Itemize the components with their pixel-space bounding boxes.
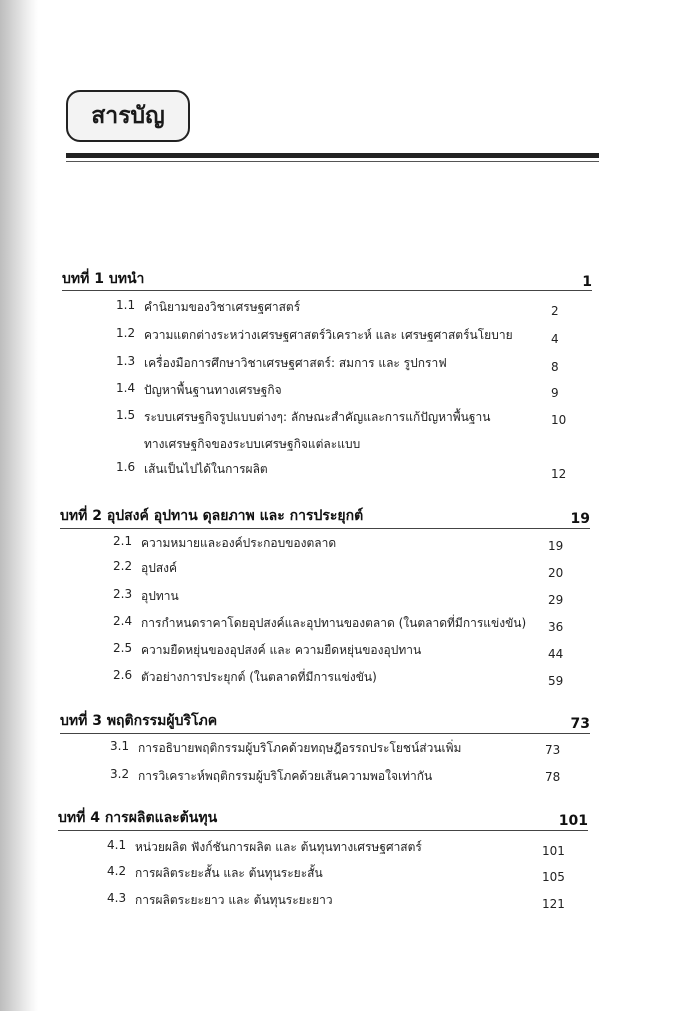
section-title: ความหมายและองค์ประกอบของตลาด [141, 536, 337, 550]
toc-title-box [66, 90, 190, 142]
title-rule-thin [66, 161, 599, 162]
section-page: 4 [551, 332, 559, 346]
section-number: 2.3 [113, 587, 133, 601]
title-rule [66, 153, 599, 158]
section-title: การผลิตระยะยาว และ ต้นทุนระยะยาว [135, 893, 333, 907]
section-number: 3.1 [110, 739, 130, 753]
toc-title: สารบัญ [91, 103, 165, 129]
section-number: 2.1 [113, 534, 133, 548]
section-page: 121 [542, 897, 565, 911]
section-title: การผลิตระยะสั้น และ ต้นทุนระยะสั้น [135, 866, 323, 880]
section-number: 1.5 [116, 408, 136, 422]
section-page: 29 [548, 593, 564, 607]
section-page: 20 [548, 566, 564, 580]
section-page: 36 [548, 620, 564, 634]
section-number: 1.2 [116, 326, 136, 340]
section-number: 1.1 [116, 298, 136, 312]
section-page: 78 [545, 770, 561, 784]
section-title: การกำหนดราคาโดยอุปสงค์และอุปทานของตลาด (ในตลาดที่มีการแข่งขัน) [141, 616, 527, 630]
section-page: 44 [548, 647, 564, 661]
chapter-3[interactable] [60, 710, 590, 732]
chapter-4[interactable] [58, 807, 588, 829]
chapter-divider [60, 733, 590, 734]
chapter-divider [58, 830, 588, 831]
section-title: หน่วยผลิต ฟังก์ชันการผลิต และ ต้นทุนทางเศรษฐศาสตร์ [135, 840, 422, 854]
section-title: อุปสงค์ [141, 561, 178, 575]
section-page: 10 [551, 413, 567, 427]
section-number: 2.2 [113, 559, 133, 573]
chapter-1[interactable] [62, 268, 592, 290]
section-title: ตัวอย่างการประยุกต์ (ในตลาดที่มีการแข่งขัน) [141, 670, 377, 684]
section-title: ระบบเศรษฐกิจรูปแบบต่างๆ: ลักษณะสำคัญและการแก้ปัญหาพื้นฐาน [144, 410, 491, 424]
chapter-page: 1 [582, 274, 592, 290]
section-page: 8 [551, 360, 559, 374]
section-number: 1.4 [116, 381, 136, 395]
page-binding-shadow [0, 0, 38, 1011]
chapter-page: 101 [558, 813, 588, 829]
chapter-page: 19 [570, 511, 590, 527]
section-number: 4.2 [107, 864, 127, 878]
section-number: 4.1 [107, 838, 127, 852]
section-number: 1.3 [116, 354, 136, 368]
section-page: 73 [545, 743, 561, 757]
section-title: ปัญหาพื้นฐานทางเศรษฐกิจ [144, 383, 282, 397]
chapter-title: บทที่ 2 อุปสงค์ อุปทาน ดุลยภาพ และ การประยุกต์ [60, 508, 364, 524]
section-page: 59 [548, 674, 564, 688]
section-page: 105 [542, 870, 565, 884]
section-title: ความยืดหยุ่นของอุปสงค์ และ ความยืดหยุ่นของอุปทาน [141, 643, 422, 657]
chapter-page: 73 [570, 716, 590, 732]
section-page: 9 [551, 386, 559, 400]
section-title: การอธิบายพฤติกรรมผู้บริโภคด้วยทฤษฎีอรรถประโยชน์ส่วนเพิ่ม [138, 741, 462, 755]
chapter-divider [62, 290, 592, 291]
section-title: อุปทาน [141, 589, 179, 603]
section-number: 2.5 [113, 641, 133, 655]
section-page: 19 [548, 539, 564, 553]
section-number: 2.4 [113, 614, 133, 628]
section-title-continued: ทางเศรษฐกิจของระบบเศรษฐกิจแต่ละแบบ [144, 437, 361, 451]
section-number: 4.3 [107, 891, 127, 905]
chapter-title: บทที่ 4 การผลิตและต้นทุน [58, 810, 218, 826]
section-title: ความแตกต่างระหว่างเศรษฐศาสตร์วิเคราะห์ และ เศรษฐศาสตร์นโยบาย [144, 328, 513, 342]
section-page: 2 [551, 304, 559, 318]
section-title: เครื่องมือการศึกษาวิชาเศรษฐศาสตร์: สมการ และ รูปกราฟ [144, 356, 447, 370]
section-number: 1.6 [116, 460, 136, 474]
chapter-2[interactable] [60, 505, 590, 527]
chapter-divider [60, 528, 590, 529]
section-title: เส้นเป็นไปได้ในการผลิต [144, 462, 268, 476]
section-page: 101 [542, 844, 565, 858]
section-title: การวิเคราะห์พฤติกรรมผู้บริโภคด้วยเส้นความพอใจเท่ากัน [138, 769, 433, 783]
section-number: 2.6 [113, 668, 133, 682]
section-number: 3.2 [110, 767, 130, 781]
chapter-title: บทที่ 1 บทนำ [62, 271, 145, 287]
section-title: คำนิยามของวิชาเศรษฐศาสตร์ [144, 300, 301, 314]
chapter-title: บทที่ 3 พฤติกรรมผู้บริโภค [60, 713, 218, 729]
section-page: 12 [551, 467, 567, 481]
